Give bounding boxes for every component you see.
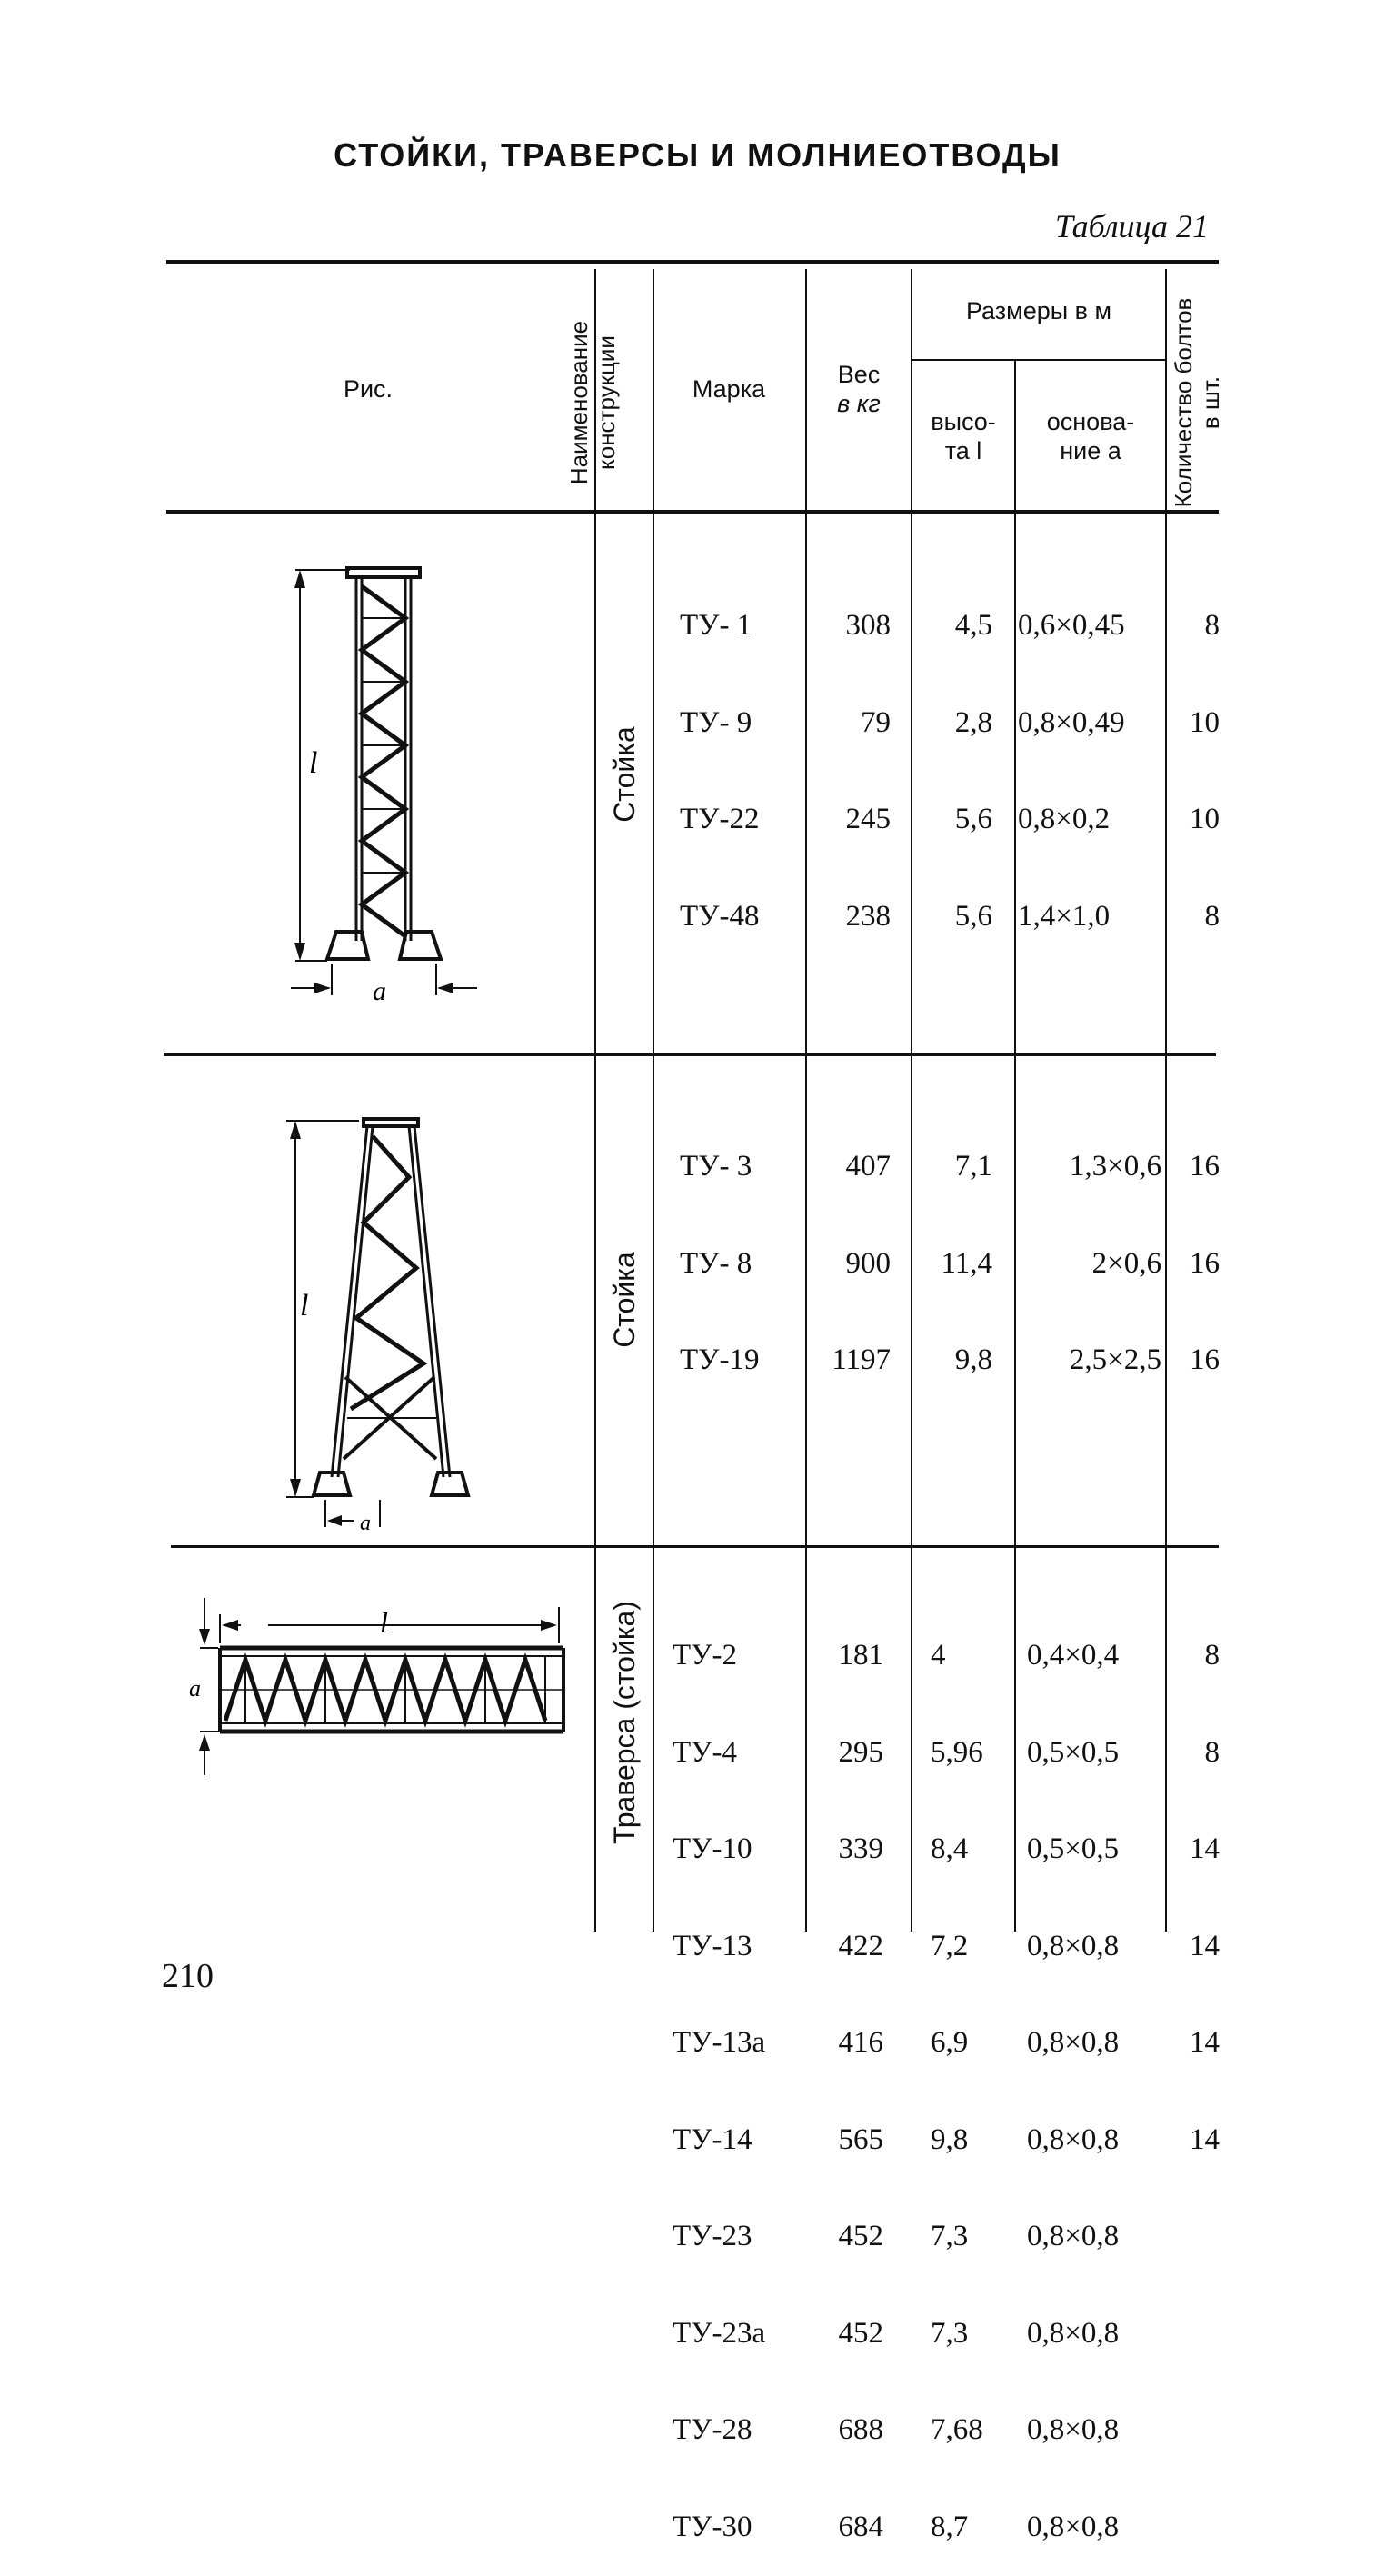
table-cell-bolts: 10 <box>1190 705 1220 739</box>
table-cell-base: 0,8×0,8 <box>1027 2510 1120 2543</box>
table-cell-height: 8,7 <box>931 2510 969 2543</box>
figure-tower-tapered <box>273 1104 509 1541</box>
table-cell-mark: ТУ-10 <box>673 1832 752 1865</box>
table-cell-base: 0,4×0,4 <box>1027 1639 1120 1672</box>
table-cell-weight: 565 <box>838 2122 883 2156</box>
table-cell-bolts: 8 <box>1204 899 1220 933</box>
section-3-weights <box>807 1575 883 2576</box>
table-cell-base: 0,8×0,8 <box>1027 1929 1120 1962</box>
fig2-height-label: l <box>300 1289 309 1323</box>
table-cell-mark: ТУ-28 <box>673 2413 752 2446</box>
section-1-bottom-rule <box>164 1053 1216 1056</box>
table-cell-weight: 416 <box>838 2026 883 2059</box>
header-fig: Рис. <box>343 375 394 403</box>
header-base-line2: ние a <box>1060 437 1121 465</box>
table-cell-bolts: 14 <box>1190 2026 1220 2059</box>
section-2-marks <box>680 1086 798 1409</box>
table-cell-mark: ТУ-2 <box>673 1639 738 1672</box>
table-cell-base: 0,5×0,5 <box>1027 1832 1120 1865</box>
table-cell-base: 0,8×0,8 <box>1027 2026 1120 2059</box>
table-cell-mark: ТУ-14 <box>673 2122 752 2156</box>
table-cell-mark: ТУ-22 <box>680 803 760 835</box>
section-1-bolts <box>1169 545 1220 965</box>
table-cell-weight: 900 <box>845 1246 891 1280</box>
table-cell-height: 9,8 <box>954 1343 992 1376</box>
table-cell-mark: ТУ-23а <box>673 2316 766 2350</box>
table-cell-base: 2,5×2,5 <box>1069 1343 1161 1376</box>
table-cell-height: 11,4 <box>941 1246 992 1280</box>
table-cell-weight: 452 <box>838 2316 883 2350</box>
table-cell-height: 8,4 <box>931 1832 969 1865</box>
figure-tower-straight <box>273 550 509 1023</box>
table-cell-base: 0,8×0,8 <box>1027 2316 1120 2350</box>
table-cell-base: 0,8×0,8 <box>1027 2413 1120 2446</box>
header-weight-line1: Вес <box>837 361 881 388</box>
table-cell-height: 7,3 <box>931 2220 969 2252</box>
figure-traverse <box>182 1589 573 1780</box>
table-cell-bolts: 14 <box>1190 1929 1220 1962</box>
table-cell-weight: 1197 <box>832 1343 891 1376</box>
fig1-height-label: l <box>309 746 318 780</box>
header-name <box>565 294 625 512</box>
section-1-marks <box>680 545 798 965</box>
page-title: СТОЙКИ, ТРАВЕРСЫ И МОЛНИЕОТВОДЫ <box>334 136 1061 174</box>
table-cell-mark: ТУ-48 <box>680 899 760 933</box>
section-1-weights <box>807 545 891 965</box>
section-1-name: Стойка <box>608 726 641 823</box>
header-name-text: Наименование конструкции <box>565 320 620 485</box>
section-3-marks <box>673 1575 800 2576</box>
section-3-bases <box>1027 1575 1163 2576</box>
table-cell-base: 0,8×0,2 <box>1018 803 1111 835</box>
header-weight-line2: в кг <box>837 390 881 418</box>
header-base-line1: основа- <box>1046 408 1135 435</box>
section-2-bottom-rule <box>171 1545 1219 1548</box>
table-cell-bolts: 16 <box>1190 1150 1220 1183</box>
table-cell-height: 7,3 <box>931 2316 969 2350</box>
table-cell-base: 0,8×0,8 <box>1027 2122 1120 2156</box>
header-weight <box>807 360 911 419</box>
table-cell-bolts: 8 <box>1204 1735 1220 1769</box>
header-height-line2: та l <box>944 437 982 465</box>
table-cell-mark: ТУ-23 <box>673 2220 752 2252</box>
header-height-line1: высо- <box>931 408 996 435</box>
table-cell-bolts: 14 <box>1190 2122 1220 2156</box>
table-cell-base: 0,6×0,45 <box>1018 609 1125 642</box>
col-line-bolts-left <box>1165 269 1167 1932</box>
section-2-heights <box>912 1086 992 1409</box>
table-cell-height: 4,5 <box>954 609 992 642</box>
table-cell-weight: 295 <box>838 1735 883 1769</box>
section-3-name: Траверса (стойка) <box>608 1600 641 1845</box>
table-cell-weight: 181 <box>838 1639 883 1672</box>
table-cell-weight: 688 <box>838 2413 883 2446</box>
table-cell-height: 5,6 <box>954 803 992 835</box>
fig3-length-label: l <box>380 1606 388 1639</box>
table-cell-bolts: 8 <box>1204 1639 1220 1672</box>
table-cell-bolts: 16 <box>1190 1246 1220 1280</box>
table-cell-weight: 308 <box>845 609 891 642</box>
table-cell-mark: ТУ-19 <box>680 1343 760 1376</box>
header-dims: Размеры в м <box>965 297 1112 324</box>
section-1-heights <box>912 545 992 965</box>
table-cell-mark: ТУ- 3 <box>680 1150 752 1183</box>
fig3-base-label: a <box>189 1675 201 1702</box>
table-cell-weight: 238 <box>845 899 891 933</box>
table-top-rule <box>166 260 1219 264</box>
section-2-bolts <box>1169 1086 1220 1409</box>
table-cell-height: 5,6 <box>954 899 992 933</box>
header-height <box>912 407 1014 466</box>
section-2-bases <box>1016 1086 1161 1409</box>
table-cell-bolts: 10 <box>1190 803 1220 835</box>
table-cell-height: 5,96 <box>931 1735 983 1769</box>
table-cell-weight: 339 <box>838 1832 883 1865</box>
table-cell-weight: 422 <box>838 1929 883 1962</box>
table-cell-weight: 245 <box>845 803 891 835</box>
table-cell-bolts: 14 <box>1190 1832 1220 1865</box>
header-mark: Марка <box>692 375 766 403</box>
col-line-mark-left <box>653 269 654 1932</box>
table-cell-height: 7,68 <box>931 2413 983 2446</box>
table-cell-mark: ТУ-30 <box>673 2510 752 2543</box>
table-cell-weight: 407 <box>845 1150 891 1183</box>
table-cell-mark: ТУ- 8 <box>680 1246 752 1280</box>
table-cell-mark: ТУ- 9 <box>680 705 752 739</box>
section-3-heights <box>931 1575 1012 2576</box>
section-2-name: Стойка <box>608 1252 641 1348</box>
table-cell-height: 4 <box>931 1639 946 1672</box>
header-bolts-text: Количество болтов в шт. <box>1170 297 1224 508</box>
section-1-bases <box>1018 545 1165 965</box>
table-cell-bolts: 16 <box>1190 1343 1220 1376</box>
table-cell-weight: 684 <box>838 2510 883 2543</box>
header-bottom-rule <box>166 510 1219 514</box>
table-cell-base: 2×0,6 <box>1091 1246 1161 1280</box>
table-cell-height: 7,2 <box>931 1929 969 1962</box>
table-cell-height: 7,1 <box>954 1150 992 1183</box>
section-3-bolts <box>1169 1575 1220 2447</box>
table-cell-bolts: 8 <box>1204 609 1220 642</box>
header-base <box>1016 407 1165 466</box>
table-cell-weight: 452 <box>838 2220 883 2252</box>
table-cell-height: 9,8 <box>931 2122 969 2156</box>
table-cell-weight: 79 <box>861 705 891 739</box>
fig1-base-label: a <box>373 976 386 1006</box>
table-label: Таблица 21 <box>1054 208 1209 245</box>
table-cell-mark: ТУ- 1 <box>680 609 752 642</box>
table-cell-base: 1,4×1,0 <box>1018 899 1111 933</box>
table-cell-mark: ТУ-4 <box>673 1735 738 1769</box>
table-cell-base: 0,8×0,8 <box>1027 2220 1120 2252</box>
table-cell-mark: ТУ-13а <box>673 2026 766 2059</box>
section-2-weights <box>807 1086 891 1409</box>
fig2-base-label: a <box>360 1512 371 1535</box>
table-cell-base: 0,5×0,5 <box>1027 1735 1120 1769</box>
table-cell-base: 0,8×0,49 <box>1018 705 1125 739</box>
dims-subheader-rule <box>911 359 1165 361</box>
table-cell-height: 2,8 <box>954 705 992 739</box>
col-line-name-left <box>594 269 596 1932</box>
page-number: 210 <box>162 1957 214 1995</box>
table-cell-mark: ТУ-13 <box>673 1929 752 1962</box>
header-bolts <box>1170 294 1230 512</box>
table-cell-base: 1,3×0,6 <box>1069 1150 1161 1183</box>
table-cell-height: 6,9 <box>931 2026 969 2059</box>
